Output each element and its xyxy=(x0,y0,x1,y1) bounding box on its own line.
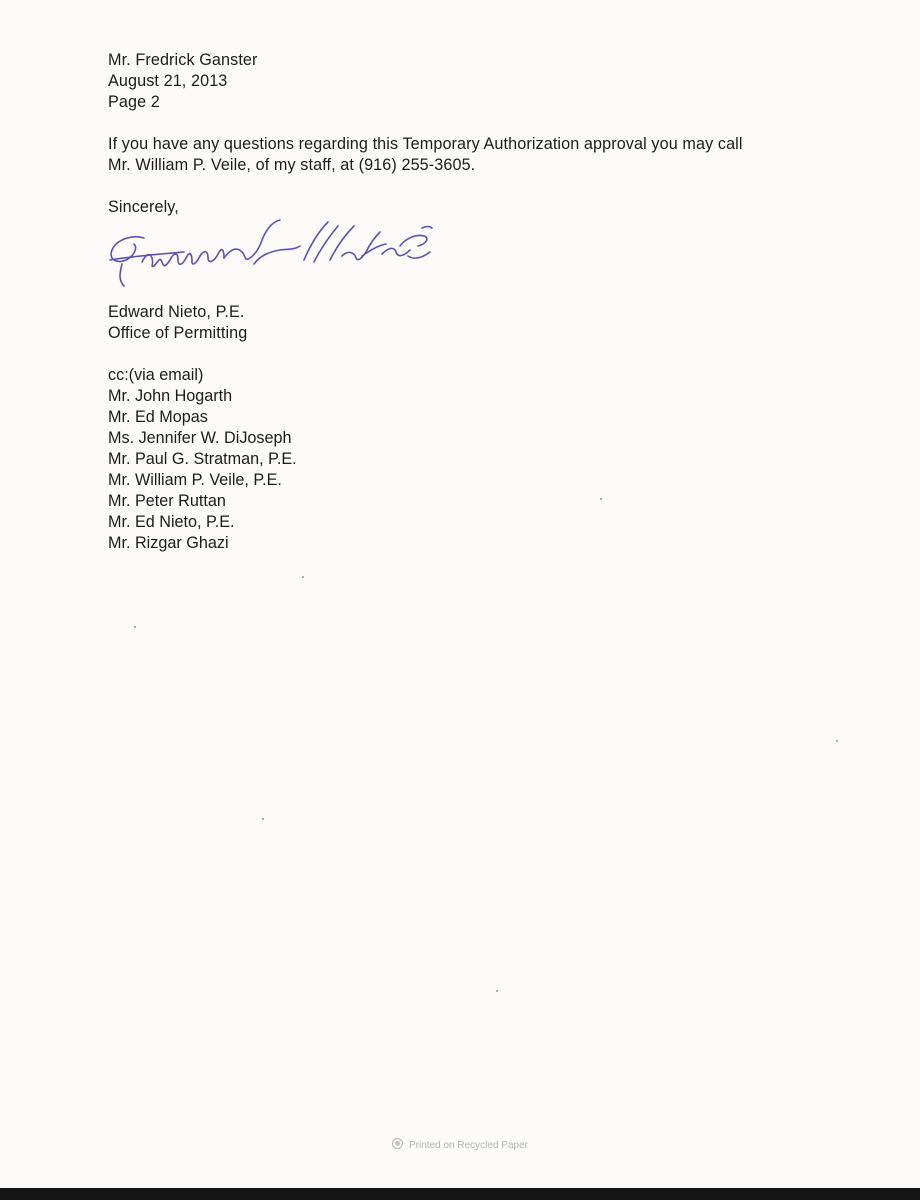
signer-office: Office of Permitting xyxy=(108,324,248,342)
page-number: Page 2 xyxy=(108,93,160,111)
recycle-icon xyxy=(392,1138,403,1149)
cc-recipient: Mr. John Hogarth xyxy=(108,387,233,405)
cc-recipient: Mr. Ed Nieto, P.E. xyxy=(108,513,235,531)
scan-speck xyxy=(262,818,264,820)
scan-bottom-edge xyxy=(0,1188,920,1200)
cc-recipient: Mr. William P. Veile, P.E. xyxy=(108,471,282,489)
cc-list xyxy=(108,365,297,554)
recipient-name: Mr. Fredrick Ganster xyxy=(108,51,258,69)
cc-recipient: Mr. Ed Mopas xyxy=(108,408,208,426)
signer-name: Edward Nieto, P.E. xyxy=(108,303,245,321)
body-line-2: Mr. William P. Veile, of my staff, at (916) 255-3605. xyxy=(108,156,476,174)
cc-recipient: Mr. Rizgar Ghazi xyxy=(108,534,229,552)
salutation: Sincerely, xyxy=(108,198,179,216)
footer-text: Printed on Recycled Paper xyxy=(409,1140,528,1151)
cc-recipient: Mr. Paul G. Stratman, P.E. xyxy=(108,450,297,468)
scan-speck xyxy=(134,626,136,628)
letter-date: August 21, 2013 xyxy=(108,72,228,90)
body-line-1: If you have any questions regarding this Temporary Authorization approval you may call xyxy=(108,135,743,153)
scan-speck xyxy=(302,576,304,578)
handwritten-signature-icon xyxy=(104,216,444,296)
cc-heading: cc:(via email) xyxy=(108,366,204,384)
scan-speck xyxy=(600,498,602,500)
scan-speck xyxy=(496,990,498,992)
cc-recipient: Ms. Jennifer W. DiJoseph xyxy=(108,429,292,447)
footer xyxy=(0,1138,920,1151)
scan-speck xyxy=(836,740,838,742)
cc-recipient: Mr. Peter Ruttan xyxy=(108,492,226,510)
